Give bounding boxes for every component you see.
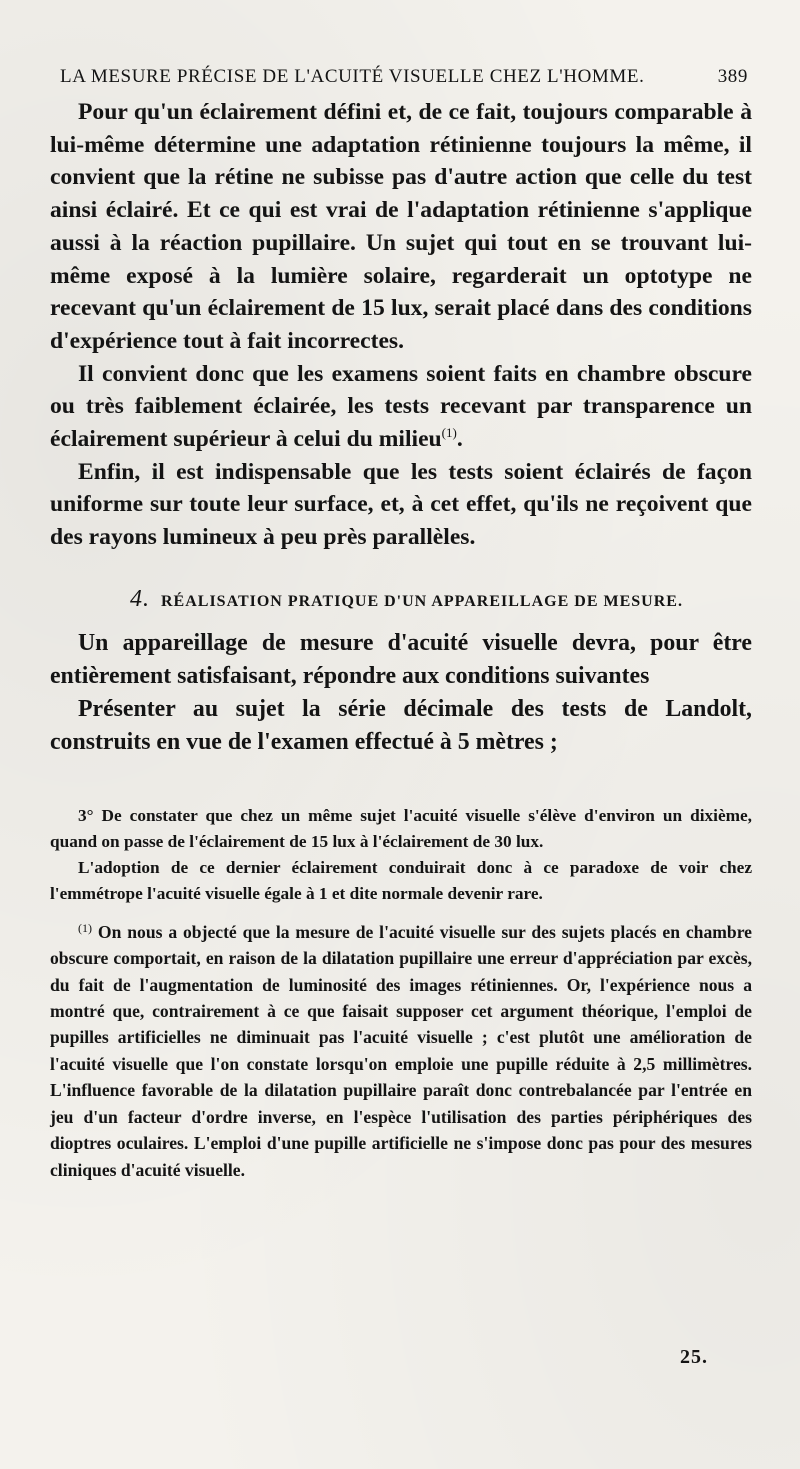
paragraph-2-end: .: [456, 426, 463, 453]
paragraph-3: Enfin, il est indispensable que les tests soient éclairés de façon uniforme sur toute leur surface, et, à cet effet, qu'ils ne reçoivent que des rayons lumineux à peu près parallèles.: [50, 458, 752, 551]
paragraph-2-text: Il convient donc que les examens soient faits en chambre obscure ou très faiblement éclairée, les tests recevant par transparence un éclairement supérieur à celui du milieu: [50, 360, 752, 453]
footnote-1: [50, 919, 752, 1183]
section-heading-text: RÉALISATION PRATIQUE D'UN APPAREILLAGE DE MESURE.: [161, 592, 683, 610]
running-head-title: LA MESURE PRÉCISE DE L'ACUITÉ VISUELLE CHEZ L'HOMME.: [60, 66, 645, 87]
main-body: [50, 96, 752, 554]
running-head: [50, 66, 752, 88]
signature-mark: 25.: [680, 1346, 708, 1368]
footnote-block: [50, 919, 752, 1183]
section-number: 4.: [130, 585, 150, 612]
notes-block: [50, 803, 752, 907]
section-paragraph-2: Présenter au sujet la série décimale des tests de Landolt, construits en vue de l'examen effectué à 5 mètres ;: [50, 695, 752, 755]
note-1: 3° De constater que chez un même sujet l'acuité visuelle s'élève d'environ un dixième, quand on passe de l'éclairement de 15 lux à l'éclairement de 30 lux.: [50, 805, 752, 851]
footnote-marker: (1): [78, 920, 92, 935]
footnote-text: On nous a objecté que la mesure de l'acuité visuelle sur des sujets placés en chambre obscure comportait, en raison de la dilatation pupillaire une erreur d'appréciation par excès, du fait de l'augmentation de luminosité des images rétiniennes. Or, l'expérience nous a montré que, contrairement à ce que faisait supposer cet argument théorique, l'emploi de pupilles artificielles ne diminuait pas l'acuité visuelle ; c'est plutôt une amélioration de l'acuité visuelle que l'on constate lorsqu'on emploie une pupille réduite à 2,5 millimètres. L'influence favorable de la dilatation pupillaire paraît donc contrebalancée par l'entrée en jeu d'un facteur d'ordre inverse, en l'espèce l'utilisation des parties périphériques des dioptres oculaires. L'emploi d'une pupille artificielle ne s'impose donc pas pour des mesures cliniques d'acuité visuelle.: [50, 921, 752, 1180]
footnote-ref-1: (1): [441, 425, 457, 441]
section-body: [50, 627, 752, 759]
section-heading: [50, 586, 752, 613]
paragraph-2: [50, 358, 752, 456]
paragraph-1: Pour qu'un éclairement défini et, de ce fait, toujours comparable à lui-même détermine une adaptation rétinienne toujours la même, il convient que la rétine ne subisse pas d'autre action que celle du test ainsi éclairé. Et ce qui est vrai de l'adaptation rétinienne s'applique aussi à la réaction pupillaire. Un sujet qui tout en se trouvant lui-même exposé à la lumière solaire, regarderait un optotype ne recevant qu'un éclairement de 15 lux, serait placé dans des conditions d'expérience tout à fait incorrectes.: [50, 99, 752, 354]
note-2: L'adoption de ce dernier éclairement conduirait donc à ce paradoxe de voir chez l'emmétrope l'acuité visuelle égale à 1 et dite normale devenir rare.: [50, 857, 752, 903]
page-number: 389: [717, 66, 748, 87]
section-paragraph-1: Un appareillage de mesure d'acuité visuelle devra, pour être entièrement satisfaisant, répondre aux conditions suivantes: [50, 629, 752, 689]
